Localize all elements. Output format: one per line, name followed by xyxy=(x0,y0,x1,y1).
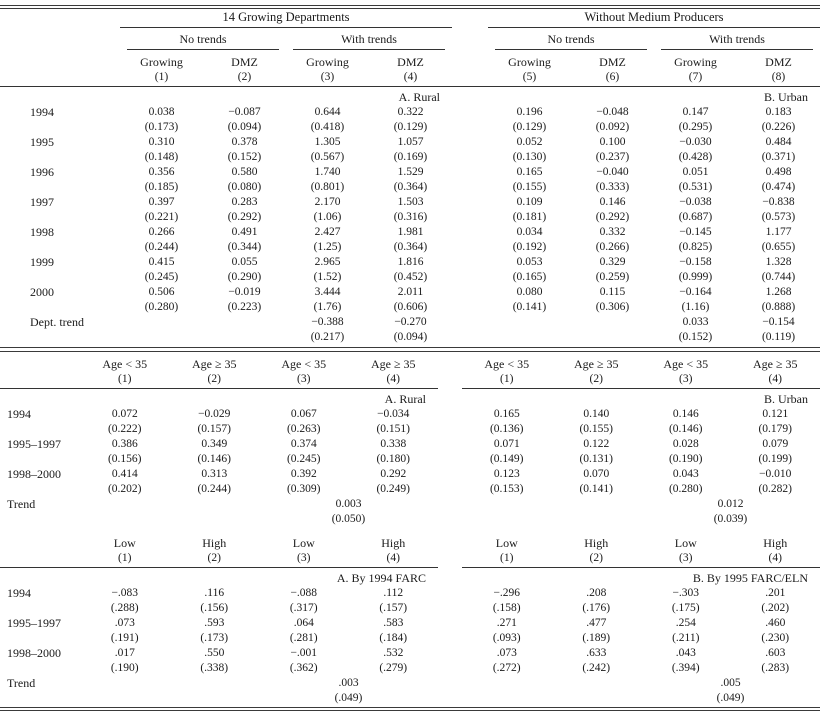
row-label: 1998–2000 xyxy=(7,645,61,660)
coef-cell: 0.397 xyxy=(148,196,175,209)
coef-cell: −.296 xyxy=(493,586,521,599)
se-cell: (0.245) xyxy=(144,271,179,284)
coef-cell: .583 xyxy=(383,616,404,629)
row-label: 1994 xyxy=(7,406,31,421)
coef-cell: 0.012 xyxy=(717,497,744,510)
se-cell: (0.825) xyxy=(678,241,713,254)
subgroup-header: No trends xyxy=(488,28,654,50)
se-cell: (0.801) xyxy=(310,181,345,194)
coef-cell: −0.034 xyxy=(377,407,410,420)
se-cell: (0.181) xyxy=(512,211,547,224)
se-cell: (.283) xyxy=(761,661,790,674)
coef-cell: 1.740 xyxy=(314,166,341,179)
coef-cell: −0.158 xyxy=(679,256,712,269)
se-cell: (0.474) xyxy=(761,181,796,194)
se-cell: (0.573) xyxy=(761,211,796,224)
row-label: Trend xyxy=(7,675,36,690)
coef-cell: 0.498 xyxy=(765,166,792,179)
bottom-rule xyxy=(0,707,820,711)
coef-cell: .064 xyxy=(293,616,314,629)
se-cell: (0.292) xyxy=(595,211,630,224)
se-cell: (1.76) xyxy=(313,301,342,314)
column-header: Low (1) xyxy=(462,533,552,568)
se-cell: (0.687) xyxy=(678,211,713,224)
se-cell: (1.25) xyxy=(313,241,342,254)
coef-cell: 0.506 xyxy=(148,286,175,299)
group-header: Without Medium Producers xyxy=(488,9,820,28)
se-cell: (0.309) xyxy=(286,482,321,495)
coef-cell: −0.010 xyxy=(759,467,792,480)
coef-cell: .005 xyxy=(720,676,741,689)
se-cell: (0.364) xyxy=(393,241,428,254)
se-cell: (0.199) xyxy=(758,452,793,465)
coef-cell: 0.071 xyxy=(493,437,520,450)
coef-cell: 0.332 xyxy=(599,226,626,239)
coef-cell: −.001 xyxy=(290,646,318,659)
coef-cell: 2.170 xyxy=(314,196,341,209)
se-cell: (.362) xyxy=(289,661,318,674)
se-cell: (0.245) xyxy=(286,452,321,465)
coef-cell: .477 xyxy=(586,616,607,629)
column-header: Growing (7) xyxy=(654,50,737,87)
coef-cell: 0.310 xyxy=(148,136,175,149)
coef-cell: 1.328 xyxy=(765,256,792,269)
se-cell: (.184) xyxy=(379,631,408,644)
se-cell: (0.146) xyxy=(668,422,703,435)
coef-cell: 0.122 xyxy=(583,437,610,450)
se-cell: (0.094) xyxy=(227,121,262,134)
column-header: DMZ (8) xyxy=(737,50,820,87)
se-cell: (0.179) xyxy=(758,422,793,435)
coef-cell: 0.109 xyxy=(516,196,543,209)
column-header: Low (1) xyxy=(80,533,170,568)
se-cell: (0.129) xyxy=(393,121,428,134)
coef-cell: −0.087 xyxy=(228,106,261,119)
coef-cell: 0.580 xyxy=(231,166,258,179)
coef-cell: 0.115 xyxy=(599,286,626,299)
se-cell: (0.344) xyxy=(227,241,262,254)
coef-cell: −0.019 xyxy=(228,286,261,299)
se-cell: (.173) xyxy=(200,631,229,644)
se-cell: (.230) xyxy=(761,631,790,644)
row-label: 1998 xyxy=(30,225,54,240)
se-cell: (.049) xyxy=(716,691,745,704)
coef-cell: 1.177 xyxy=(765,226,792,239)
se-cell: (0.153) xyxy=(489,482,524,495)
coef-cell: −0.040 xyxy=(596,166,629,179)
coef-cell: −0.388 xyxy=(311,316,344,329)
coef-cell: .017 xyxy=(114,646,135,659)
row-label: 1997 xyxy=(30,195,54,210)
column-header: Growing (5) xyxy=(488,50,571,87)
se-cell: (1.52) xyxy=(313,271,342,284)
coef-cell xyxy=(203,315,286,330)
se-cell: (0.173) xyxy=(144,121,179,134)
se-cell: (0.452) xyxy=(393,271,428,284)
se-cell: (0.050) xyxy=(331,512,366,525)
se-cell: (0.244) xyxy=(197,482,232,495)
se-cell: (.176) xyxy=(582,601,611,614)
coef-cell: 0.484 xyxy=(765,136,792,149)
se-cell: (.242) xyxy=(582,661,611,674)
subgroup-header: No trends xyxy=(120,28,286,50)
coef-cell: .532 xyxy=(383,646,404,659)
coef-cell: 0.349 xyxy=(201,437,228,450)
coef-cell: 0.100 xyxy=(599,136,626,149)
se-cell: (0.306) xyxy=(595,301,630,314)
coef-cell: .593 xyxy=(204,616,225,629)
coef-cell: 0.003 xyxy=(335,497,362,510)
se-cell: (0.157) xyxy=(197,422,232,435)
se-cell: (.190) xyxy=(110,661,139,674)
se-cell xyxy=(203,330,286,345)
coef-cell: −0.145 xyxy=(679,226,712,239)
se-cell: (0.155) xyxy=(512,181,547,194)
panel-age-groups xyxy=(0,354,820,527)
coef-cell: .603 xyxy=(765,646,786,659)
se-cell: (0.152) xyxy=(678,331,713,344)
coef-cell: 0.415 xyxy=(148,256,175,269)
se-cell: (0.259) xyxy=(595,271,630,284)
coef-cell: 1.268 xyxy=(765,286,792,299)
se-cell: (0.282) xyxy=(758,482,793,495)
section-label-left: A. By 1994 FARC xyxy=(336,570,426,585)
coef-cell xyxy=(488,315,571,330)
se-cell: (0.744) xyxy=(761,271,796,284)
se-cell xyxy=(488,330,571,345)
coef-cell: 0.055 xyxy=(231,256,258,269)
coef-cell: .460 xyxy=(765,616,786,629)
se-cell: (0.371) xyxy=(761,151,796,164)
row-label: 2000 xyxy=(30,285,54,300)
coef-cell: 0.034 xyxy=(516,226,543,239)
coef-cell: .201 xyxy=(765,586,786,599)
se-cell: (0.999) xyxy=(678,271,713,284)
coef-cell: .208 xyxy=(586,586,607,599)
se-cell: (.189) xyxy=(582,631,611,644)
section-label-left: A. Rural xyxy=(398,90,440,105)
row-label: 1999 xyxy=(30,255,54,270)
se-cell: (0.131) xyxy=(579,452,614,465)
se-cell: (0.280) xyxy=(668,482,703,495)
coef-cell: 0.165 xyxy=(493,407,520,420)
se-cell: (.158) xyxy=(492,601,521,614)
se-cell: (0.039) xyxy=(713,512,748,525)
coef-cell: .043 xyxy=(675,646,696,659)
se-cell xyxy=(571,330,654,345)
se-cell: (1.06) xyxy=(313,211,342,224)
coef-cell: 0.033 xyxy=(682,316,709,329)
subgroup-header: With trends xyxy=(654,28,820,50)
subgroup-header: With trends xyxy=(286,28,452,50)
coef-cell: 1.816 xyxy=(397,256,424,269)
column-header: High (2) xyxy=(170,533,260,568)
coef-cell: 0.165 xyxy=(516,166,543,179)
coef-cell: 1.503 xyxy=(397,196,424,209)
se-cell: (0.333) xyxy=(595,181,630,194)
se-cell: (0.094) xyxy=(393,331,428,344)
se-cell: (0.217) xyxy=(310,331,345,344)
column-header: Age < 35 (1) xyxy=(80,354,170,389)
se-cell: (0.606) xyxy=(393,301,428,314)
se-cell: (0.244) xyxy=(144,241,179,254)
coef-cell: −0.154 xyxy=(762,316,795,329)
column-header: Age ≥ 35 (2) xyxy=(552,354,642,389)
se-cell: (0.119) xyxy=(761,331,796,344)
column-header: Age ≥ 35 (4) xyxy=(349,354,439,389)
se-cell: (0.092) xyxy=(595,121,630,134)
coef-cell: 0.322 xyxy=(397,106,424,119)
coef-cell: 1.981 xyxy=(397,226,424,239)
column-header: Low (3) xyxy=(259,533,349,568)
se-cell: (0.190) xyxy=(668,452,703,465)
coef-cell: −0.048 xyxy=(596,106,629,119)
se-cell: (0.185) xyxy=(144,181,179,194)
coef-cell: 3.444 xyxy=(314,286,341,299)
se-cell: (0.295) xyxy=(678,121,713,134)
se-cell: (.191) xyxy=(110,631,139,644)
se-cell: (0.290) xyxy=(227,271,262,284)
coef-cell: 0.292 xyxy=(380,467,407,480)
coef-cell: 0.374 xyxy=(290,437,317,450)
se-cell: (0.655) xyxy=(761,241,796,254)
se-cell: (.317) xyxy=(289,601,318,614)
se-cell: (0.223) xyxy=(227,301,262,314)
se-cell: (0.237) xyxy=(595,151,630,164)
column-header: Age < 35 (3) xyxy=(641,354,731,389)
column-header: Growing (1) xyxy=(120,50,203,87)
se-cell: (0.156) xyxy=(107,452,142,465)
coef-cell: 0.414 xyxy=(111,467,138,480)
se-cell: (0.151) xyxy=(376,422,411,435)
table-panel-age-groups xyxy=(0,354,820,527)
coef-cell: 0.140 xyxy=(583,407,610,420)
column-header: DMZ (4) xyxy=(369,50,452,87)
coef-cell: .073 xyxy=(496,646,517,659)
coef-cell: 2.011 xyxy=(397,286,424,299)
coef-cell: 0.183 xyxy=(765,106,792,119)
coef-cell: 1.305 xyxy=(314,136,341,149)
coef-cell: 0.392 xyxy=(290,467,317,480)
coef-cell: .112 xyxy=(383,586,404,599)
se-cell: (.279) xyxy=(379,661,408,674)
se-cell: (0.364) xyxy=(393,181,428,194)
se-cell: (0.263) xyxy=(286,422,321,435)
coef-cell: .116 xyxy=(204,586,225,599)
se-cell: (.272) xyxy=(492,661,521,674)
column-header: DMZ (2) xyxy=(203,50,286,87)
se-cell: (0.202) xyxy=(107,482,142,495)
coef-cell: .271 xyxy=(496,616,517,629)
coef-cell: .633 xyxy=(586,646,607,659)
se-cell: (0.428) xyxy=(678,151,713,164)
se-cell: (0.316) xyxy=(393,211,428,224)
se-cell: (0.165) xyxy=(512,271,547,284)
column-header: Age < 35 (1) xyxy=(462,354,552,389)
column-header: DMZ (6) xyxy=(571,50,654,87)
se-cell: (.157) xyxy=(379,601,408,614)
se-cell: (.156) xyxy=(200,601,229,614)
table-panel-farc-presence xyxy=(0,533,820,706)
section-label-right: B. Urban xyxy=(764,391,808,406)
coef-cell: .550 xyxy=(204,646,225,659)
coef-cell: 0.052 xyxy=(516,136,543,149)
se-cell: (0.180) xyxy=(376,452,411,465)
coef-cell: 0.266 xyxy=(148,226,175,239)
coef-cell: 0.080 xyxy=(516,286,543,299)
row-label: 1994 xyxy=(7,585,31,600)
row-label: 1995–1997 xyxy=(7,436,61,451)
coef-cell: 0.043 xyxy=(672,467,699,480)
column-header: High (4) xyxy=(349,533,439,568)
coef-cell: −0.270 xyxy=(394,316,427,329)
coef-cell: 0.491 xyxy=(231,226,258,239)
se-cell: (0.080) xyxy=(227,181,262,194)
se-cell: (0.221) xyxy=(144,211,179,224)
column-header: High (2) xyxy=(552,533,642,568)
coef-cell: −0.030 xyxy=(679,136,712,149)
section-label-right: B. By 1995 FARC/ELN xyxy=(692,570,808,585)
panel-farc-presence xyxy=(0,533,820,706)
table-panel-growing-departments xyxy=(0,9,820,345)
se-cell: (0.129) xyxy=(512,121,547,134)
se-cell: (0.567) xyxy=(310,151,345,164)
se-cell: (.175) xyxy=(671,601,700,614)
coef-cell: 0.329 xyxy=(599,256,626,269)
column-header: Low (3) xyxy=(641,533,731,568)
coef-cell: 0.147 xyxy=(682,106,709,119)
coef-cell: 0.123 xyxy=(493,467,520,480)
coef-cell xyxy=(571,315,654,330)
se-cell: (0.888) xyxy=(761,301,796,314)
coef-cell: 1.529 xyxy=(397,166,424,179)
se-cell: (0.146) xyxy=(197,452,232,465)
coef-cell: −.303 xyxy=(672,586,700,599)
coef-cell: .254 xyxy=(675,616,696,629)
coef-cell: 2.965 xyxy=(314,256,341,269)
se-cell: (0.280) xyxy=(144,301,179,314)
coef-cell: −0.029 xyxy=(198,407,231,420)
coef-cell: 0.146 xyxy=(599,196,626,209)
column-header: Growing (3) xyxy=(286,50,369,87)
coef-cell: 0.146 xyxy=(672,407,699,420)
row-label: 1994 xyxy=(30,105,54,120)
coef-cell: 0.386 xyxy=(111,437,138,450)
se-cell: (0.136) xyxy=(489,422,524,435)
coef-cell: 2.427 xyxy=(314,226,341,239)
coef-cell: .003 xyxy=(338,676,359,689)
row-label: Trend xyxy=(7,496,36,511)
coef-cell: 1.057 xyxy=(397,136,424,149)
section-label-left: A. Rural xyxy=(384,391,426,406)
se-cell: (.049) xyxy=(334,691,363,704)
se-cell: (0.152) xyxy=(227,151,262,164)
coef-cell: −0.838 xyxy=(762,196,795,209)
se-cell: (0.192) xyxy=(512,241,547,254)
section-label-right: B. Urban xyxy=(764,90,808,105)
se-cell: (0.155) xyxy=(579,422,614,435)
coef-cell: 0.196 xyxy=(516,106,543,119)
panel-growing-departments xyxy=(0,9,820,345)
se-cell: (0.141) xyxy=(579,482,614,495)
coef-cell: 0.283 xyxy=(231,196,258,209)
row-label: 1998–2000 xyxy=(7,466,61,481)
se-cell xyxy=(120,330,203,345)
se-cell: (.093) xyxy=(492,631,521,644)
se-cell: (0.141) xyxy=(512,301,547,314)
coef-cell: 0.070 xyxy=(583,467,610,480)
se-cell: (.202) xyxy=(761,601,790,614)
se-cell: (0.418) xyxy=(310,121,345,134)
coef-cell xyxy=(120,315,203,330)
se-cell: (0.130) xyxy=(512,151,547,164)
coef-cell: 0.067 xyxy=(290,407,317,420)
se-cell: (0.169) xyxy=(393,151,428,164)
se-cell: (0.531) xyxy=(678,181,713,194)
column-header: High (4) xyxy=(731,533,820,568)
se-cell: (0.266) xyxy=(595,241,630,254)
group-header: 14 Growing Departments xyxy=(120,9,452,28)
se-cell: (0.222) xyxy=(107,422,142,435)
coef-cell: 0.356 xyxy=(148,166,175,179)
column-header: Age ≥ 35 (4) xyxy=(731,354,820,389)
coef-cell: 0.338 xyxy=(380,437,407,450)
coef-cell: 0.072 xyxy=(111,407,138,420)
coef-cell: 0.378 xyxy=(231,136,258,149)
se-cell: (.288) xyxy=(110,601,139,614)
se-cell: (0.226) xyxy=(761,121,796,134)
se-cell: (0.249) xyxy=(376,482,411,495)
coef-cell: 0.313 xyxy=(201,467,228,480)
row-label: 1995–1997 xyxy=(7,615,61,630)
coef-cell: −0.038 xyxy=(679,196,712,209)
column-header: Age < 35 (3) xyxy=(259,354,349,389)
coef-cell: .073 xyxy=(114,616,135,629)
se-cell: (0.292) xyxy=(227,211,262,224)
se-cell: (.394) xyxy=(671,661,700,674)
row-label: 1995 xyxy=(30,135,54,150)
coef-cell: −0.164 xyxy=(679,286,712,299)
coef-cell: 0.121 xyxy=(762,407,789,420)
se-cell: (0.149) xyxy=(489,452,524,465)
se-cell: (.281) xyxy=(289,631,318,644)
coef-cell: 0.079 xyxy=(762,437,789,450)
se-cell: (.338) xyxy=(200,661,229,674)
coef-cell: 0.038 xyxy=(148,106,175,119)
panel-divider-rule xyxy=(0,347,820,351)
coef-cell: −.088 xyxy=(290,586,318,599)
coef-cell: −.083 xyxy=(111,586,139,599)
coef-cell: 0.028 xyxy=(672,437,699,450)
coef-cell: 0.051 xyxy=(682,166,709,179)
se-cell: (1.16) xyxy=(681,301,710,314)
row-label: 1996 xyxy=(30,165,54,180)
coef-cell: 0.053 xyxy=(516,256,543,269)
se-cell: (0.148) xyxy=(144,151,179,164)
se-cell: (.211) xyxy=(672,631,700,644)
column-header: Age ≥ 35 (2) xyxy=(170,354,260,389)
coef-cell: 0.644 xyxy=(314,106,341,119)
row-label: Dept. trend xyxy=(30,315,84,330)
